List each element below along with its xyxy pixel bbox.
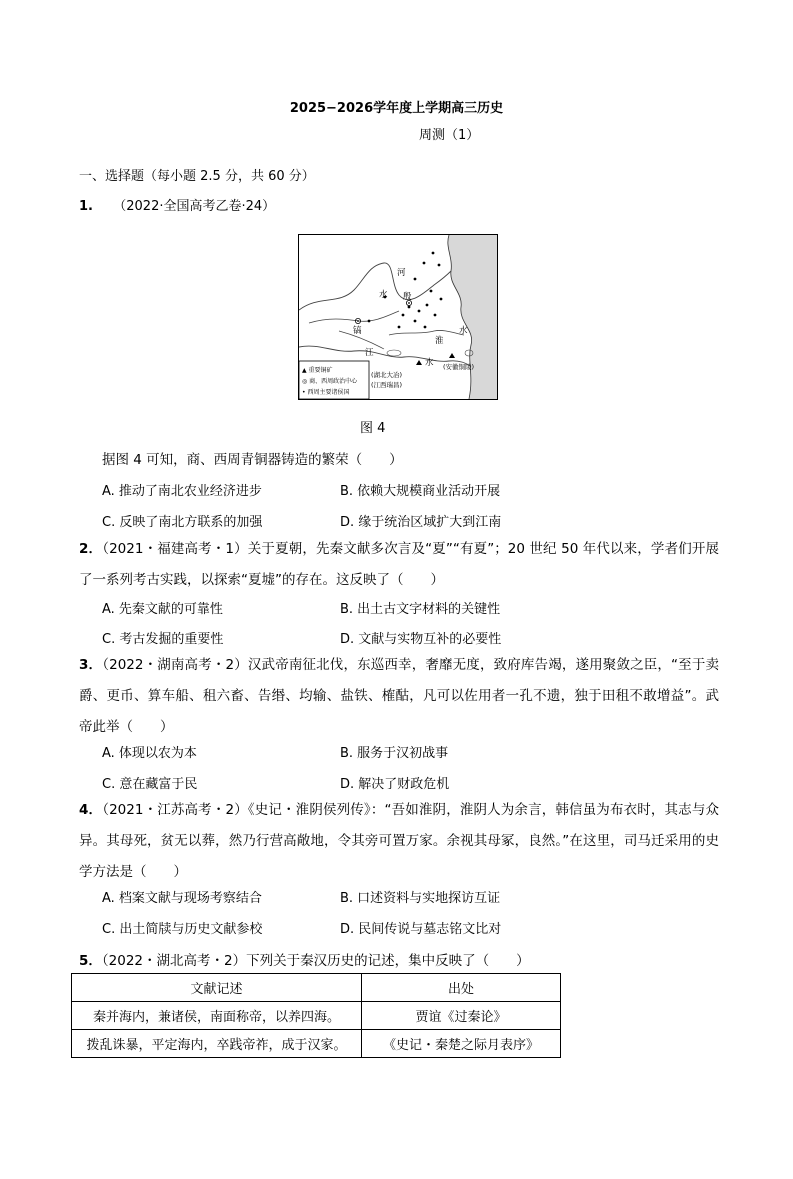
- q1-option-d[interactable]: D. 缘于统治区域扩大到江南: [340, 515, 502, 530]
- question-5-number: 5．: [79, 953, 102, 969]
- map-label-hubei: (湖北大冶): [371, 371, 403, 379]
- question-4: [79, 795, 719, 888]
- question-1-number: 1.: [79, 199, 93, 214]
- q4-option-c[interactable]: C. 出土简牍与历史文献参校: [102, 922, 263, 937]
- map-svg: [299, 235, 497, 399]
- question-3: [79, 650, 719, 743]
- question-3-stem: （2022・湖南高考・2）汉武帝南征北伐，东巡西幸，奢靡无度，致府库告竭，遂用聚敛之臣，“至于卖爵、更币、算车船、租六畜、告缗、均输、盐铁、榷酤，凡可以佐用者一孔不遗，独于田租不敢增益”。武帝此举（ ）: [79, 657, 719, 735]
- map-label-shui: 水: [379, 290, 388, 300]
- q1-option-b[interactable]: B. 依赖大规模商业活动开展: [340, 484, 501, 499]
- map-label-he: 河: [397, 268, 406, 278]
- q3-option-d[interactable]: D. 解决了财政危机: [340, 777, 450, 792]
- q4-option-a[interactable]: A. 档案文献与现场考察结合: [102, 891, 262, 906]
- table-header-row: [72, 974, 561, 1002]
- question-1-header: [79, 195, 275, 214]
- q2-option-b[interactable]: B. 出土古文字材料的关键性: [340, 602, 501, 617]
- map-label-huai: 淮: [435, 336, 444, 346]
- question-3-number: 3．: [79, 657, 103, 673]
- map-legend-center: ◎ 商、西周政治中心: [302, 378, 358, 385]
- question-2-stem: （2021・福建高考・1）关于夏朝，先秦文献多次言及“夏”“有夏”；20 世纪 50 年代以来，学者们开展了一系列考古实践，以探索“夏墟”的存在。这反映了（ ）: [79, 541, 719, 588]
- q4-option-d[interactable]: D. 民间传说与墓志铭文比对: [340, 922, 502, 937]
- q3-option-c[interactable]: C. 意在藏富于民: [102, 777, 198, 792]
- exam-subtitle: 周测（1）: [419, 128, 480, 143]
- map-label-jiangxi: (江西瑞昌): [371, 381, 403, 389]
- table-cell: 秦并海内，兼诸侯，南面称帝，以养四海。: [72, 1002, 362, 1030]
- exam-title: 2025−2026学年度上学期高三历史: [289, 101, 504, 116]
- q3-option-a[interactable]: A. 体现以农为本: [102, 746, 197, 761]
- table-header-source: 出处: [362, 974, 561, 1002]
- map-legend-copper: ▲ 重要铜矿: [302, 367, 333, 374]
- table-row: [72, 1002, 561, 1030]
- map-label-anhui: (安徽铜陵): [443, 363, 475, 371]
- q2-option-a[interactable]: A. 先秦文献的可靠性: [102, 602, 223, 617]
- question-4-number: 4．: [79, 802, 103, 818]
- q2-option-d[interactable]: D. 文献与实物互补的必要性: [340, 632, 502, 647]
- map-label-jiang: 江: [365, 348, 374, 358]
- figure-caption: 图 4: [360, 421, 386, 436]
- q3-option-b[interactable]: B. 服务于汉初战事: [340, 746, 449, 761]
- question-1-stem: 据图 4 可知，商、西周青铜器铸造的繁荣（ ）: [102, 452, 403, 468]
- table-cell: 贾谊《过秦论》: [362, 1002, 561, 1030]
- map-label-shui2: 水: [425, 358, 434, 368]
- question-5-stem: （2022・湖北高考・2）下列关于秦汉历史的记述，集中反映了（ ）: [101, 953, 530, 969]
- table-cell: 《史记・秦楚之际月表序》: [362, 1030, 561, 1058]
- question-2: [79, 534, 719, 596]
- question-2-number: 2．: [79, 541, 103, 557]
- table-cell: 拨乱诛暴，平定海内，卒践帝祚，成于汉家。: [72, 1030, 362, 1058]
- q1-option-c[interactable]: C. 反映了南北方联系的加强: [102, 515, 263, 530]
- section-heading: 一、选择题（每小题 2.5 分，共 60 分）: [79, 169, 315, 184]
- q2-option-c[interactable]: C. 考古发掘的重要性: [102, 632, 224, 647]
- map-label-yin: 殷: [403, 292, 412, 302]
- table-header-record: 文献记述: [72, 974, 362, 1002]
- map-label-huai-shui: 水: [459, 326, 468, 336]
- table-row: [72, 1030, 561, 1058]
- question-4-stem: （2021・江苏高考・2）《史记・淮阴侯列传》：“吾如淮阴，淮阴人为余言，韩信虽为布衣时，其志与众异。其母死，贫无以葬，然乃行营高敞地，令其旁可置万家。余视其母冢，良然。”在这里，司马迁采用的史学方法是（ ）: [79, 802, 719, 880]
- question-5: [79, 949, 530, 969]
- q1-option-a[interactable]: A. 推动了南北农业经济进步: [102, 484, 262, 499]
- map-figure: [298, 234, 498, 400]
- map-label-hao: 镐: [353, 326, 362, 336]
- source-table: [71, 973, 561, 1058]
- question-1-source: （2022·全国高考乙卷·24）: [113, 199, 276, 214]
- q4-option-b[interactable]: B. 口述资料与实地探访互证: [340, 891, 501, 906]
- map-legend-state: • 西周主要诸侯国: [302, 389, 350, 396]
